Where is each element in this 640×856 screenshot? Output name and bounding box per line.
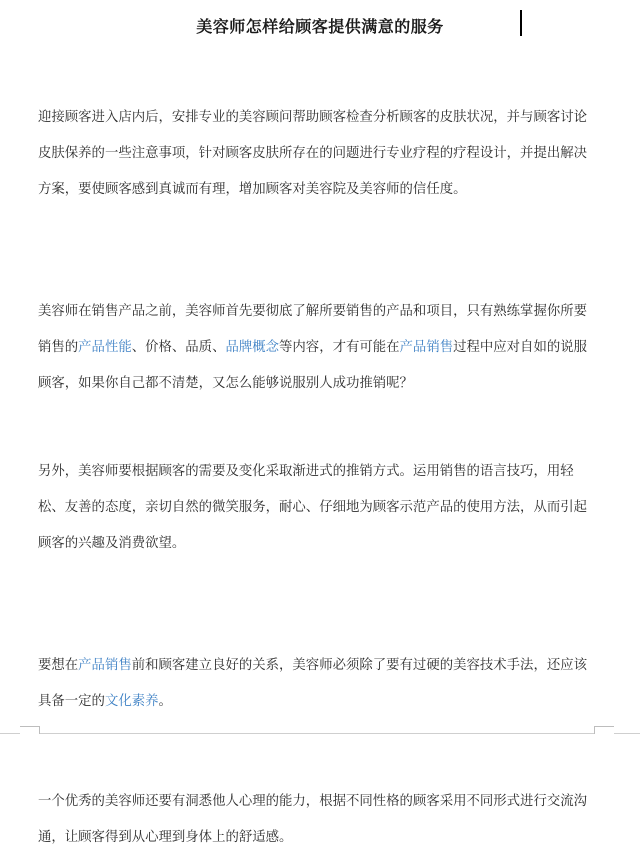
paragraph-text: 一个优秀的美容师还要有洞悉他人心理的能力，根据不同性格的顾客采用不同形式进行交流沟通，让顾客得到从心理到身体上的舒适感。 xyxy=(38,794,588,845)
margin-corner-mark-left xyxy=(20,726,40,734)
paragraph-1 xyxy=(38,100,600,208)
hyperlink[interactable]: 产品性能 xyxy=(78,340,132,355)
paragraph-text: 迎接顾客进入店内后，安排专业的美容顾问帮助顾客检查分析顾客的皮肤状况，并与顾客讨论皮肤保养的一些注意事项，针对顾客皮肤所存在的问题进行专业疗程的疗程设计，并提出解决方案，要使顾客感到真诚而有理，增加顾客对美容院及美容师的信任度。 xyxy=(38,110,588,197)
hyperlink[interactable]: 产品销售 xyxy=(78,658,132,673)
paragraph-2 xyxy=(38,294,600,402)
hyperlink[interactable]: 文化素养 xyxy=(104,694,159,709)
page-break-line xyxy=(0,733,640,734)
paragraph-text: 、价格、品质、 xyxy=(131,340,226,355)
paragraph-text: 。 xyxy=(158,694,172,709)
paragraph-4 xyxy=(38,648,600,720)
paragraph-text: 美容师在销售产品之前，美容师首先要彻底了解所要销售的产品和项目，只有熟练掌握你所要销售的 xyxy=(38,304,588,355)
paragraph-5 xyxy=(38,784,600,856)
paragraph-text: 等内容，才有可能在 xyxy=(279,340,400,355)
paragraph-text: 过程中应对自如的说服顾客，如果你自己都不清楚，又怎么能够说服别人成功推销呢？ xyxy=(38,340,588,391)
text-cursor xyxy=(520,10,522,36)
margin-corner-mark-right xyxy=(594,726,614,734)
hyperlink[interactable]: 产品销售 xyxy=(399,340,454,355)
hyperlink[interactable]: 品牌概念 xyxy=(225,340,280,355)
paragraph-text: 前和顾客建立良好的关系，美容师必须除了要有过硬的美容技术手法，还应该具备一定的 xyxy=(38,658,588,709)
paragraph-text: 另外，美容师要根据顾客的需要及变化采取渐进式的推销方式。运用销售的语言技巧，用轻松、友善的态度，亲切自然的微笑服务，耐心、仔细地为顾客示范产品的使用方法，从而引起顾客的兴趣及消费欲望。 xyxy=(38,464,588,551)
paragraph-3 xyxy=(38,454,600,562)
document-title: 美容师怎样给顾客提供满意的服务 xyxy=(196,17,444,36)
paragraph-text: 要想在 xyxy=(38,658,79,673)
